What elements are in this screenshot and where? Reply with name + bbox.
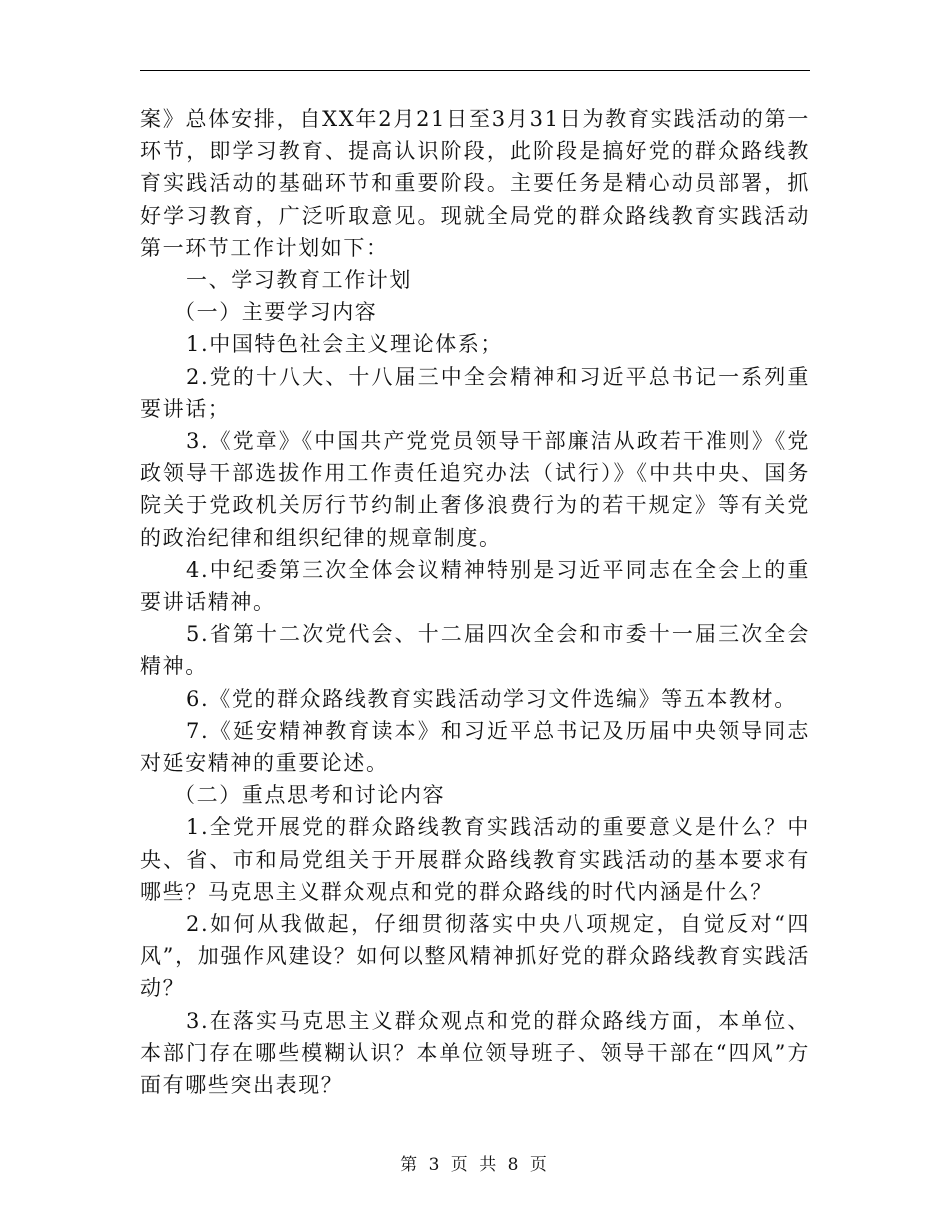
- list-item: 3.在落实马克思主义群众观点和党的群众路线方面，本单位、本部门存在哪些模糊认识？本单位领导班子、领导干部在“四风”方面有哪些突出表现？: [140, 1008, 810, 1098]
- list-item: 4.中纪委第三次全体会议精神特别是习近平同志在全会上的重要讲话精神。: [140, 557, 810, 615]
- list-item: 2.如何从我做起，仔细贯彻落实中央八项规定，自觉反对“四风”，加强作风建设？如何以整风精神抓好党的群众路线教育实践活动？: [140, 912, 810, 1001]
- section-heading: 一、学习教育工作计划: [186, 268, 412, 293]
- list-item: 1.中国特色社会主义理论体系；: [186, 332, 504, 357]
- list-item: 3.《党章》《中国共产党党员领导干部廉洁从政若干准则》《党政领导干部选拔作用工作责任追究办法（试行）》《中共中央、国务院关于党政机关厉行节约制止奢侈浪费行为的若干规定》等有关党的政治纪律和组织纪律的规章制度。: [140, 429, 810, 550]
- list-item: 1.全党开展党的群众路线教育实践活动的重要意义是什么？中央、省、市和局党组关于开展群众路线教育实践活动的基本要求有哪些？马克思主义群众观点和党的群众路线的时代内涵是什么？: [140, 815, 810, 904]
- list-item: 5.省第十二次党代会、十二届四次全会和市委十一届三次全会精神。: [140, 622, 810, 679]
- page-number-footer: 第 3 页 共 8 页: [400, 1155, 550, 1175]
- subsection-heading: （二）重点思考和讨论内容: [174, 783, 446, 808]
- header-rule: [140, 70, 810, 71]
- list-item: 7.《延安精神教育读本》和习近平总书记及历届中央领导同志对延安精神的重要论述。: [140, 718, 810, 776]
- paragraph-intro: 案》总体安排，自XX年2月21日至3月31日为教育实践活动的第一环节，即学习教育、提高认识阶段，此阶段是搞好党的群众路线教育实践活动的基础环节和重要阶段。主要任务是精心动员部署，抓好学习教育，广泛听取意见。现就全局党的群众路线教育实践活动第一环节工作计划如下：: [140, 107, 810, 260]
- document-body: [140, 103, 810, 1101]
- list-item: 6.《党的群众路线教育实践活动学习文件选编》等五本教材。: [186, 686, 797, 711]
- list-item: 2.党的十八大、十八届三中全会精神和习近平总书记一系列重要讲话；: [140, 364, 810, 421]
- subsection-heading: （一）主要学习内容: [174, 300, 378, 325]
